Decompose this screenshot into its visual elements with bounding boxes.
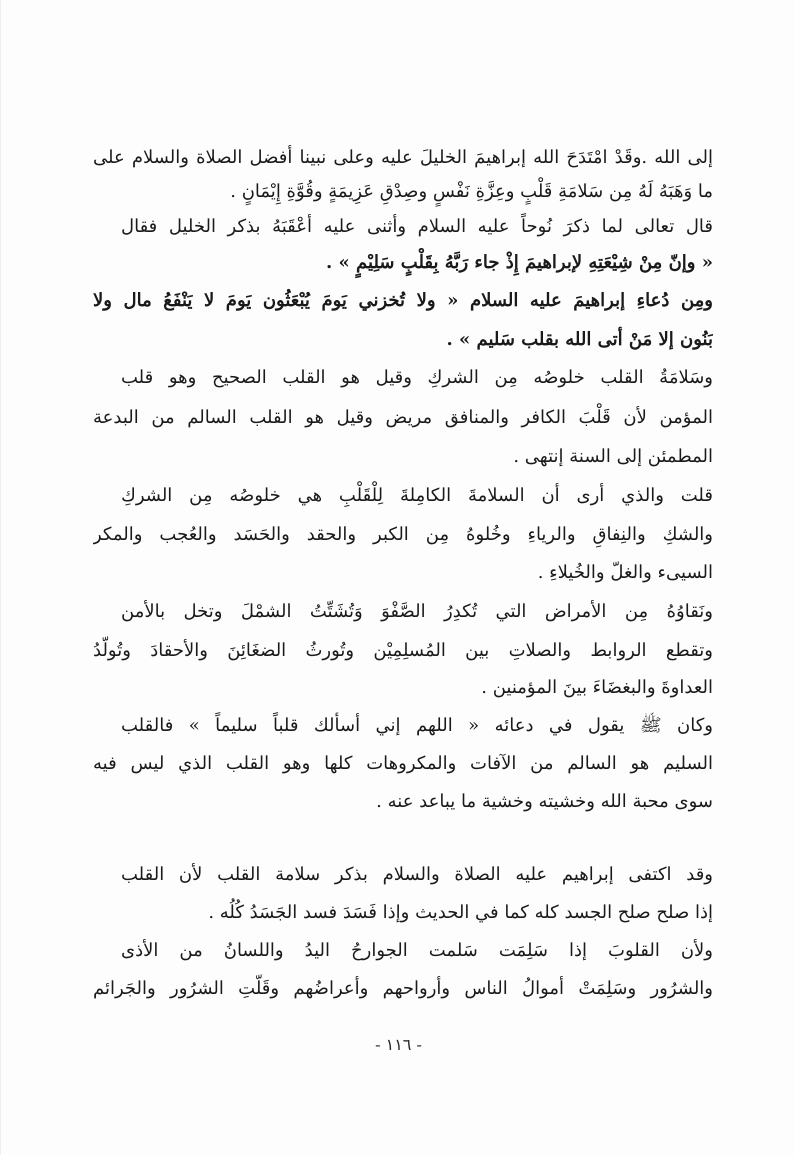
text-line: إلى الله .وقَدْ امْتَدَحَ الله إبراهيمَ الخليلَ عليه وعلى نبينا أفضل الصلاة والسلام على — [93, 147, 713, 168]
quran-verse-line: بَنُون إلا مَنْ أتى الله بقلب سَليم » . — [446, 329, 713, 350]
text-line: ما وَهَبَهُ لَهُ مِن سَلامَةِ قَلْبٍ وعِزَّةِ نَفْسٍ وصِدْقِ عَزِيمَةٍ وقُوَّةِ إِيْمَانٍ . — [230, 181, 713, 202]
quran-verse-line: ومِن دُعاءِ إبراهيمَ عليه السلام « ولا تُخزني يَومَ يُبْعَثُون يَومَ لا يَنْفَعُ مال ولا — [93, 290, 713, 311]
text-line: والشرُور وسَلِمَتْ أموالُ الناس وأرواحهم وأعراضُهم وقَلّتِ الشرُور والجَرائم — [93, 978, 713, 999]
text-line: إذا صلح صلح الجسد كله كما في الحديث وإذا فَسَدَ فسد الجَسَدُ كُلُه . — [208, 902, 713, 923]
quran-verse-line: « وإنّ مِنْ شِيْعَتِهِ لإبراهيمَ إِذْ جاء رَبَّهُ بِقَلْبٍ سَلِيْمٍ » . — [326, 252, 713, 273]
text-line: ولأن القلوبَ إذا سَلِمَت سَلمت الجوارحُ اليدُ واللسانُ من الأذى — [121, 940, 713, 961]
text-line: والشكِ والنِفاقِ والرياءِ وخُلوهُ مِن الكبر والحقد والحَسَد والعُجب والمكر — [93, 524, 713, 545]
text-line: المطمئن إلى السنة إنتهى . — [513, 446, 713, 467]
text-line: سوى محبة الله وخشيته وخشية ما يباعد عنه . — [376, 791, 713, 812]
text-line: وكان ﷺ يقول في دعائه « اللهم إني أسألك قلباً سليماً » فالقلب — [121, 715, 713, 736]
page-number: - ١١٦ - — [375, 1035, 422, 1054]
text-line: السيىء والغلّ والخُيلاءِ . — [537, 562, 713, 583]
text-line: ونَقاوُهُ مِن الأمراض التي تُكدِرُ الصَّفْوَ وَتُشَتِّتُ الشمْلَ وتخل بالأمن — [121, 601, 713, 622]
text-line: العداوةَ والبغضَاءَ بينَ المؤمنين . — [481, 677, 713, 698]
text-line: وسَلامَةُ القلب خلوصُه مِن الشركِ وقيل هو القلب الصحيح وهو قلب — [121, 367, 713, 388]
text-line: وقد اكتفى إبراهيم عليه الصلاة والسلام بذكر سلامة القلب لأن القلب — [121, 864, 713, 885]
text-line: وتقطع الروابط والصلاتِ بين المُسلِمِيْن وتُورثُ الضغَائِنَ والأحقادَ وتُولّدُ — [93, 640, 713, 661]
text-line: قال تعالى لما ذكرَ نُوحاً عليه السلام وأثنى عليه أعْقَبَهُ بذكر الخليل فقال — [121, 216, 713, 237]
text-line: قلت والذي أرى أن السلامةَ الكامِلةَ لِلْقَلْبِ هي خلوصُه مِن الشركِ — [121, 485, 713, 506]
text-line: السليم هو السالم من الآفات والمكروهات كلها وهو القلب الذي ليس فيه — [93, 753, 713, 774]
text-line: المؤمن لأن قَلْبَ الكافر والمنافق مريض وقيل هو القلب السالم من البدعة — [93, 407, 713, 428]
